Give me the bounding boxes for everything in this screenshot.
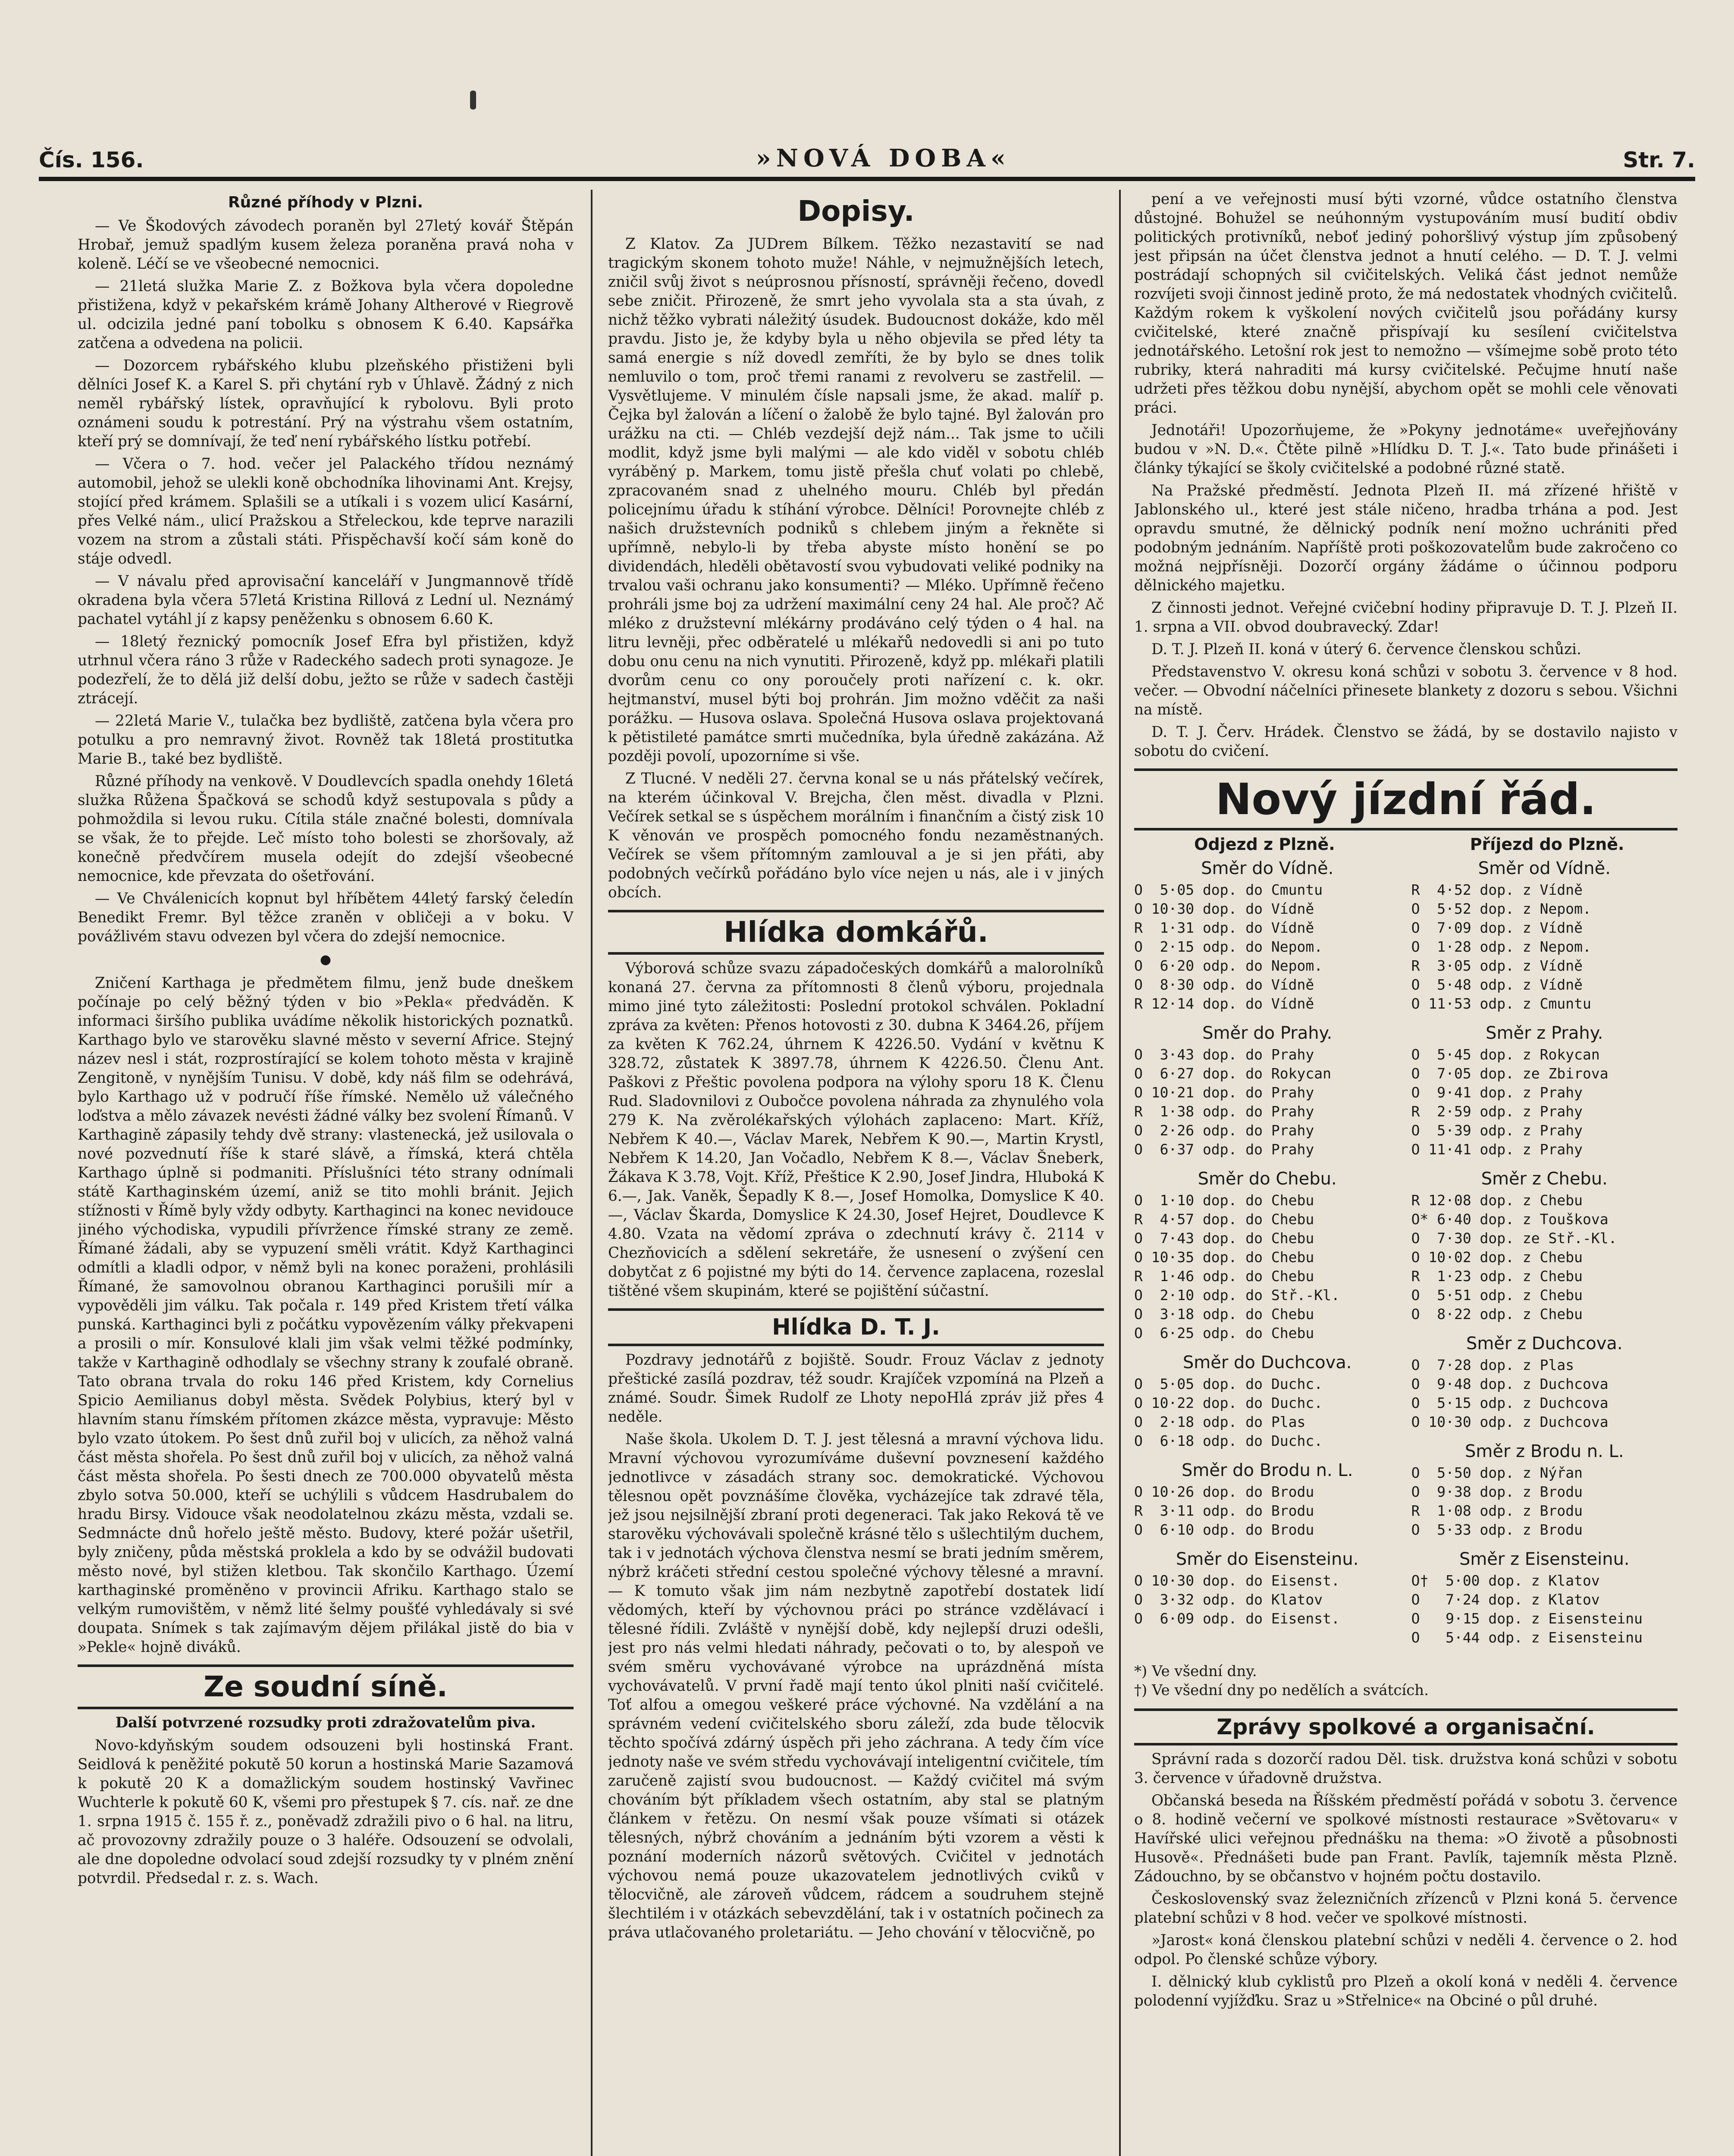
route-title: Směr do Duchcova. xyxy=(1182,1353,1352,1373)
timetable-route xyxy=(1411,1169,1678,1324)
article-paragraph: Novo-kdyňským soudem odsouzeni byli hostinská Frant. Seidlová k peněžité pokutě 50 korun a hostinská Marie Sazamová k pokutě 20 K a domažlickým soudem hostinský Vavřinec Wuchterle k pokutě 60 K, všemi pro přestupek § 7. cís. nař. ze dne 1. srpna 1915 č. 155 ř. z., poněvadž zdražili pivo o 6 hal. na litru, ač provozovny zdražily pouze o 3 haléře. Odsouzení se odvolali, ale dne dopoledne odvolací soud zdejší rozsudky ty v plném znění potvrdil. Předsedal r. z. s. Wach. xyxy=(78,1737,574,1887)
route-title: Směr z Duchcova. xyxy=(1466,1334,1623,1354)
route-trains: O 5·05 dop. do Cmuntu O 10·30 dop. do Vídně R 1·31 odp. do Vídně O 2·15 odp. do Nepom. O 6·20 odp. do Nepom. O 8·30 odp. do Vídně R 12·14 dop. do Vídně xyxy=(1134,881,1323,1012)
route-title: Směr od Vídně. xyxy=(1478,859,1611,878)
section-heading: Ze soudní síně. xyxy=(204,1670,448,1703)
section-bullet: ● xyxy=(320,952,332,967)
route-title: Směr z Chebu. xyxy=(1481,1169,1608,1189)
timetable-route xyxy=(1411,859,1678,1013)
column-1 xyxy=(78,190,574,2156)
route-trains: R 4·52 dop. z Vídně O 5·52 dop. z Nepom. O 7·09 dop. z Vídně O 1·28 odp. z Nepom. R 3·05 odp. z Vídně O 5·48 odp. z Vídně O 11·53 odp. z Cmuntu xyxy=(1411,881,1591,1012)
route-title: Směr z Eisensteinu. xyxy=(1459,1549,1630,1569)
route-trains: O 1·10 dop. do Chebu R 4·57 dop. do Chebu O 7·43 dop. do Chebu O 10·35 dop. do Chebu R 1·46 odp. do Chebu O 2·10 odp. do Stř.-Kl. O 3·18 odp. do Chebu O 6·25 odp. do Chebu xyxy=(1134,1192,1340,1341)
timetable-route xyxy=(1134,1353,1400,1451)
route-title: Směr z Brodu n. L. xyxy=(1465,1442,1624,1461)
route-trains: R 12·08 dop. z Chebu O* 6·40 dop. z Touškova O 7·30 dop. ze Stř.-Kl. O 10·02 dop. z Chebu R 1·23 odp. z Chebu O 5·51 odp. z Chebu O 8·22 odp. z Chebu xyxy=(1411,1192,1617,1322)
article-paragraph: — Dozorcem rybářského klubu plzeňského přistiženi byli dělníci Josef K. a Karel S. při chytání ryb v Úhlavě. Žádný z nich neměl rybářský lístek, opravňující k rybolovu. Byli proto oznámeni soudu k potrestání. Prý na výstrahu všem ostatním, kteří prý se domnívají, že teď není rybářského lístku potřebí. xyxy=(78,357,574,450)
article-paragraph: I. dělnický klub cyklistů pro Plzeň a okolí koná v neděli 4. července polodenní vyjížďku. Sraz u »Střelnice« na Obciné o půl druhé. xyxy=(1134,1973,1678,2009)
route-trains: O 3·43 dop. do Prahy O 6·27 dop. do Rokycan O 10·21 dop. do Prahy R 1·38 odp. do Prahy O 2·26 odp. do Prahy O 6·37 odp. do Prahy xyxy=(1134,1046,1331,1158)
article-paragraph: Pozdravy jednotářů z bojiště. Soudr. Frouz Václav z jednoty přeštické zasílá pozdrav, též soudr. Krajíček vzpomíná na Plzeň a známé. Soudr. Šimek Rudolf ze Lhoty nepoHlá zpráv již přes 4 neděle. xyxy=(608,1351,1104,1426)
timetable-route xyxy=(1134,1461,1400,1539)
section-heading-box xyxy=(1134,1708,1678,1745)
section-heading-box xyxy=(608,1308,1104,1346)
arrivals-heading: Příjezd do Plzně. xyxy=(1470,835,1624,854)
route-trains: O 7·28 dop. z Plas O 9·48 dop. z Duchcova O 5·15 odp. z Duchcova O 10·30 odp. z Duchcova xyxy=(1411,1357,1609,1430)
article-paragraph: — Ve Škodových závodech poraněn byl 27letý kovář Štěpán Hrobař, jemuž spadlým kusem železa poraněna pravá noha v koleně. Léčí se ve všeobecné nemocnici. xyxy=(78,217,574,273)
page-number: Str. 7. xyxy=(1623,147,1695,172)
article-paragraph: D. T. J. Červ. Hrádek. Členstvo se žádá, by se dostavilo najisto v sobotu do cvičení. xyxy=(1134,724,1678,760)
article-paragraph: Na Pražské předměstí. Jednota Plzeň II. má zřízené hřiště v Jablonského ul., které jest stále ničeno, hradba trhána a pod. Jest opravdu smutné, že dělnický podník není možno uchrániti před podobným jednáním. Napříště proti poškozovatelům bude zakročeno co možná nejpřísněji. Dozorčí orgány žádáme o účinnou podporu dělnického majetku. xyxy=(1134,482,1678,594)
article-paragraph: Představenstvo V. okresu koná schůzi v sobotu 3. července v 8 hod. večer. — Obvodní náčelníci přinesete blankety z dozoru s sebou. Všichni na místě. xyxy=(1134,663,1678,718)
article-paragraph: — V návalu před aprovisační kanceláří v Jungmannově třídě okradena byla včera 57letá Kristina Rillová z Lední ul. Neznámý pachatel vytáhl jí z kapsy peněženku s obnosem 6.60 K. xyxy=(78,573,574,628)
article-paragraph: — Včera o 7. hod. večer jel Palackého třídou neznámý automobil, jehož se ulekli koně obchodníka lihovinami Ant. Krejsy, stojící před krámem. Splašili se a utíkali i s vozem ulicí Kasární, přes Velké nám., ulicí Pražskou a Střeleckou, kde teprve narazili vozem na strom a zůstali státi. Přispěchavší kočí sám koně do stáje odvedl. xyxy=(78,455,574,567)
section-heading: Hlídka domkářů. xyxy=(724,915,988,949)
column-3 xyxy=(1134,190,1678,2156)
route-trains: O 10·26 dop. do Brodu R 3·11 odp. do Brodu O 6·10 odp. do Brodu xyxy=(1134,1483,1314,1538)
timetable-route xyxy=(1134,1169,1400,1343)
article-paragraph: — 22letá Marie V., tulačka bez bydliště, zatčena byla včera pro potulku a pro nemravný život. Rovněž tak 18letá prostitutka Marie B., také bez bydliště. xyxy=(78,712,574,768)
article-paragraph: Naše škola. Ukolem D. T. J. jest tělesná a mravní výchova lidu. Mravní výchovou vyrozumíváme duševní povznesení každého jednotlivce v zásadách strany soc. demokratické. Výchovou tělesnou opět povznášíme člověka, vycházejíce tak zdravé těla, jež jsou nejsilnější zbraní proti degeneraci. Tak jako Reková tě ve starověku výchovávali společně krásné tělo s ušlechtilým duchem, tak i v jednotách výchova členstva nesmí se brati jedním směrem, nýbrž kráčeti střední cestou společné výchovy tělesné a mravní. — K tomuto však jim nám nezbytně zapotřebí dostatek lidí vědomých, kteří by výchovnou práci po stránce vzdělávací i tělesné řídili. Zvláště v nynější době, kdy nejlepší druzi odešli, jest pro nás velmi hledati náhrady, pečovati o to, by alespoň ve svém směru vychovávané výrobce na uprázdněná místa vychovávatelů. V první řadě mají tento úkol plniti naší cvičitelé. Toť alfou a omegou veškeré práce výchovné. Na vzdělání a na správném vedení cvičitelského sboru záleží, zda bude tělocvik těchto spočívá zdárný úspěch při jeho záchrana. A tedy čím více jednoty naše ve svém středu vychovávají inteligentní cvičitele, tím zaručeně zajistí svou budoucnost. — Každý cvičitel má svým chováním být příkladem všech ostatním, aby stal se platným článkem v řetězu. On nesmí však pouze všímati si otázek tělesných, nýbrž chováním a jednáním býti vzorem a věsti k poznání moderních názorů světových. Cvičitel v jednotách výchovou nemá pouze ukazovatelem jednotlivých cviků v tělocvičně, ale zároveň vůdcem, rádcem a soudruhem stejně šlechtilém i v otázkách sebevzdělání, tak i v ostatních počinech za práva utlačovaného proletariátu. — Jeho chování v tělocvičně, po xyxy=(608,1431,1104,1941)
route-title: Směr do Eisensteinu. xyxy=(1176,1549,1359,1569)
timetable-route xyxy=(1411,1550,1678,1647)
route-trains: O 10·30 dop. do Eisenst. O 3·32 odp. do Klatov O 6·09 odp. do Eisenst. xyxy=(1134,1572,1340,1627)
article-paragraph: Občanská beseda na Říšském předměstí pořádá v sobotu 3. července o 8. hodině večerní ve spolkové místnosti restaurace »Světovaru« v Havířské ulici veřejnou přednášku na thema: »O životě a působnosti Husově«. Přednášeti bude pan Frant. Pavlík, tajemník města Plzně. Zádouchno, by se občanstvo v hojném počtu dostavilo. xyxy=(1134,1792,1678,1885)
timetable-title: Nový jízdní řád. xyxy=(1215,774,1596,824)
article-paragraph: — 18letý řeznický pomocník Josef Efra byl přistižen, když utrhnul včera ráno 3 růže v Radeckého sadech proti synagoze. Je podezřelí, že to dělá již delší dobu, ježto se růže v sadech častěji ztrácejí. xyxy=(78,633,574,707)
article-paragraph: Zničení Karthaga je předmětem filmu, jenž bude dneškem počínaje po celý běžný týden v bio »Pekla« předváděn. K informaci širšího publika uvádíme několik historických poznatků. Karthago bylo ve starověku slavné město v severní Africe. Stejný název nesl i stát, rozprostírající se kolem tohoto města v krajině Zengitoně, v nynějším Tunisu. V době, kdy náš film se odehrává, bylo Karthago už v područí říše římské. Nemělo už válečného loďstva a mělo závazek nevésti žádné války bez svolení Římanů. V Karthagině zápasily tehdy dvě strany: vlastenecká, jež usilovala o nové pozvednutí říše k staré slávě, a římská, která chtěla Karthago úplně si podmaniti. Příslušníci této strany odnímali státě Karthaginském území, aniž se tito mohli bránit. Jejich stížnosti v Římě byly vždy odbyty. Karthaginci na konec nevidouce jiného východiska, vypudili přívržence římské strany ze země. Římané žádali, aby se vypuzení směli vrátit. Když Karthaginci odmítli a kladli odpor, v němž byli na konec poraženi, prohlásili Římané, že samovolnou obranou Karthaginci porušili mír a vypověděli jim válku. Tak počala r. 149 před Kristem třetí válka punská. Karthaginci byli z počátku vypovězením války překvapeni a prosili o mír. Konsulové klali jim však velmi těžké podmínky, takže v Karthagině odhodlaly se všechny strany k zoufalé obraně. Tato obrana trvala do roku 146 před Kristem, kdy Cornelius Spicio Aemilianus dobyl města. Svědek Polybius, který byl v hlavním stanu římském přítomen zkázce města, vypravuje: Město bylo vzato útokem. Po šest dnů zuřil boj v ulicích, za něhož valná část města shořela. Po šest dnů zuřil boj v ulicích, za něhož valná část města shořela. Po šesti dnech ze 700.000 obyvatelů města zbylo sotva 50.000, kteří se uchýlili s vůdcem Hasdrubalem do hradu Birsy. Vidouce však neodolatelnou zkázu města, vzdali se. Sedmnácte dnů hořelo ještě město. Budovy, které požár ušetřil, byly zničeny, půda městská proklela a kdo by se odvážil budovati město nové, byl stižen kletbou. Tak skončilo Karthago. Území karthaginské proměněno v provincii Afriku. Karthago stalo se velkým rumovištěm, v němž lité šelmy poušťé vyhledávaly si své doupata. Snímek s tak zajímavým dějem přilákal jistě do bia v »Pekle« hojně diváků. xyxy=(78,975,574,1656)
route-trains: O 5·50 dop. z Nýřan O 9·38 dop. z Brodu R 1·08 odp. z Brodu O 5·33 odp. z Brodu xyxy=(1411,1464,1583,1538)
article-paragraph: pení a ve veřejnosti musí býti vzorné, vůdce ostatního členstva důstojné. Bohužel se neúhonným vystupováním musí budití obdiv politických protivníků, neboť jediný pohoršlivý výstup jím způsobený jest připsán na účet členstva jednot a hnutí celého. — D. T. J. velmi postrádají schopných sil cvičitelských. Veliká část jednot nemůže rozvíjeti svoji činnost jedině proto, že má nedostatek vhodných cvičitelů. Každým rokem k vyškolení nových cvičitelů jsou pořádány kursy cvičitelské, které značně přispívají ku sesílení cvičitelstva jednotářského. Letošní rok jest to nemožno — všímejme sobě proto této rubriky, která nahraditi má kursy cvičitelské. Pečujme hnutí naše udržeti přes těžkou dobu nynější, abychom opět se mohli cele věnovati práci. xyxy=(1134,191,1678,417)
section-heading: Různé příhody v Plzni. xyxy=(228,194,423,211)
punch-mark xyxy=(470,91,476,110)
timetable-note: *) Ve všední dny. xyxy=(1134,1663,1257,1680)
article-paragraph: Z Tlucné. V neděli 27. června konal se u nás přátelský večírek, na kterém účinkoval V. Brejcha, člen měst. divadla v Plzni. Večírek setkal se s úspěchem morálním i finančním a čistý zisk 10 K věnován ve prospěch pomocného fondu nezaměstnaných. Večírek se všem přítomným zamlouval a je si jen přáti, aby podobných večírků pořádáno bylo více nejen u nás, ale i v jiných obcích. xyxy=(608,770,1104,901)
section-heading: Hlídka D. T. J. xyxy=(772,1314,940,1340)
route-title: Směr do Brodu n. L. xyxy=(1181,1460,1353,1480)
timetable-route xyxy=(1134,1550,1400,1628)
issue-number: Čís. 156. xyxy=(39,147,144,172)
timetable-route xyxy=(1411,1334,1678,1432)
section-heading-box xyxy=(78,1664,574,1709)
article-paragraph: — 21letá služka Marie Z. z Božkova byla včera dopoledne přistižena, když v pekařském krámě Johany Altherové v Riegrově ul. odcizila jedné paní tobolku s obnosem K 6.40. Kapsářka zatčena a odvedena na policii. xyxy=(78,278,574,352)
timetable-route xyxy=(1411,1024,1678,1159)
article-paragraph: Československý svaz železničních zřízenců v Plzni koná 5. července platební schůzi v 8 hod. večer ve spolkové místnosti. xyxy=(1134,1890,1678,1927)
timetable xyxy=(1134,859,1678,1658)
article-paragraph: Jednotáři! Upozorňujeme, že »Pokyny jednotáme« uveřejňovány budou v »N. D.«. Čtěte pilně »Hlídku D. T. J.«. Tato bude přinášeti i články týkající se školy cvičitelské a podobné různé statě. xyxy=(1134,422,1678,477)
section-heading-box xyxy=(608,910,1104,955)
timetable-notes xyxy=(1134,1662,1678,1700)
column-rule xyxy=(591,190,593,2156)
route-title: Směr do Chebu. xyxy=(1198,1169,1337,1189)
route-title: Směr do Vídně. xyxy=(1201,859,1334,878)
route-trains: O 5·45 dop. z Rokycan O 7·05 dop. ze Zbirova O 9·41 dop. z Prahy R 2·59 odp. z Prahy O 5·39 odp. z Prahy O 11·41 odp. z Prahy xyxy=(1411,1046,1609,1158)
article-paragraph: D. T. J. Plzeň II. koná v úterý 6. července členskou schůzi. xyxy=(1151,641,1581,658)
route-trains: O 5·05 dop. do Duchc. O 10·22 dop. do Duchc. O 2·18 odp. do Plas O 6·18 odp. do Duchc. xyxy=(1134,1376,1323,1449)
route-trains: O† 5·00 dop. z Klatov O 7·24 dop. z Klatov O 9·15 dop. z Eisensteinu O 5·44 odp. z Eisensteinu xyxy=(1411,1572,1643,1646)
timetable-title-box xyxy=(1134,768,1678,830)
subheading: Další potvrzené rozsudky proti zdražovatelům piva. xyxy=(115,1714,536,1731)
article-paragraph: Různé příhody na venkově. V Doudlevcích spadla onehdy 16letá služka Růžena Špačková se schodů když sestupovala s půdy a pohmoždila si levou ruku. Cítila stále značné bolesti, domnívala se však, že to přejde. Leč místo toho bolesti se zhoršovaly, až konečně předvčírem musela odejít do zdejší všeobecné nemocnice, kde převzata do ošetřování. xyxy=(78,773,574,885)
timetable-route xyxy=(1134,859,1400,1013)
route-title: Směr do Prahy. xyxy=(1202,1023,1333,1043)
timetable-header xyxy=(1134,835,1678,854)
column-rule xyxy=(1119,190,1121,2156)
column-2 xyxy=(608,190,1104,2156)
article-paragraph: Výborová schůze svazu západočeských domkářů a malorolníků konaná 27. června za přítomnosti 8 členů výboru, projednala mimo jiné tyto záležitosti: Poslední protokol schválen. Pokladní zpráva za květen: Přenos hotovosti z 30. dubna K 3464.26, příjem za květen K 762.24, úhrnem K 4226.50. Vydání v květnu K 328.72, zůstatek K 3897.78, úhrnem K 4226.50. Členu Ant. Paškovi z Přeštic povolena podpora na výlohy sporu 18 K. Členu Rud. Sladovnilovi z Oubočce povolena náhrada za zhynulého vola 279 K. Na zvěrolékařských výlohách zaplaceno: Mart. Kříž, Nebřem K 40.—, Václav Marek, Nebřem K 90.—, Martin Krystl, Nebřem K 14.20, Jan Vočadlo, Nebřem K 8.—, Václav Šneberk, Žákava K 3.78, Vojt. Kříž, Přeštice K 2.90, Josef Jindra, Hluboká K 6.—, Jak. Vaněk, Šepadly K 8.—, Josef Homolka, Domyslice K 40.—, Václav Škarda, Domyslice K 24.30, Josef Hejret, Doudlevce K 4.80. Vzata na vědomí zpráva o zdechnutí krávy č. 2114 v Chezňovicích a sdělení sekretáře, že usnesení o zvýšení cen dobytčat z 6 pojistné my býti do 14. července zaplacena, rozeslal tištěné všem skupinám, které se pojištění súčastní. xyxy=(608,960,1104,1300)
masthead xyxy=(39,138,1695,181)
route-title: Směr z Prahy. xyxy=(1486,1023,1603,1043)
section-heading: Zprávy spolkové a organisační. xyxy=(1217,1714,1595,1739)
article-paragraph: Správní rada s dozorčí radou Děl. tisk. družstva koná schůzi v sobotu 3. července v úřadovně družstva. xyxy=(1134,1751,1678,1787)
section-heading: Dopisy. xyxy=(797,194,915,228)
article-paragraph: »Jarost« koná členskou platební schůzi v neděli 4. července o 2. hod odpol. Po členské schůze výbory. xyxy=(1134,1932,1678,1968)
newspaper-title: »NOVÁ DOBA« xyxy=(756,144,1011,172)
timetable-route xyxy=(1134,1024,1400,1159)
departures-column xyxy=(1134,859,1400,1658)
article-paragraph: Z Klatov. Za JUDrem Bílkem. Těžko nezastavití se nad tragickým skonem tohoto muže! Náhle, v nejmužnějších letech, zničil svůj život s neúprosnou přísností, správněji řečeno, dovedl sebe zničit. Přirozeně, že smrt jeho vyvolala sta a sta úvah, z nichž těžko vybrati náležitý úsudek. Budoucnost dokáže, kdo měl pravdu. Jisto je, že kdyby byla u něho objevila se před léty ta samá energie s níž dovedl zemříti, že by bylo se dnes tolik nemluvilo o tom, proč třemi ranami z revolveru se zastřelil. — Vysvětlujeme. V minulém čísle napsali jsme, že akad. malíř p. Čejka byl žalován a líčení o žalobě že bylo tajné. Byl žalován pro urážku na cti. — Chléb vezdejší dejž nám... Tak jsme to učili modlit, když jsme byli malými — ale kdo viděl v sobotu chléb vyráběný p. Markem, tomu jistě přešla chuť volati po chlebě, zpracovaném snad z uhelného mouru. Chléb byl předán policejnímu úřadu k stíhání výrobce. Dělníci! Porovnejte chléb z našich družstevních podniků s chlebem jiným a řekněte si upřímně, nebylo-li by třeba abyste místo honění se po dividendách, hleděli obětavostí svou vybudovati veliké podniky na trvalou vaši ochranu jako konsumenti? — Mléko. Upřímně řečeno prohráli jsme boj za udržení maximální ceny 24 hal. Ale proč? Ač mléko z družstevní mlékárny prodáváno celý týden o 4 hal. na litru levněji, přec odběratelé u mlékařů nedovedli si ani po tuto dobu onu cenu na nich vynutiti. Přirozeně, když pp. mlékaři platili dvorům cenu co ony poroučely proti nařízení c. k. okr. hejtmanství, musel býti boj prohrán. Jim možno vděčit za naši porážku. — Husova oslava. Společná Husova oslava projektovaná k pětistileté památce smrti mučedníka, byla úředně zakázána. Až později povolí, upozorníme si vše. xyxy=(608,235,1104,765)
timetable-note: †) Ve všední dny po nedělích a svátcích. xyxy=(1134,1682,1429,1699)
article-paragraph: Z činnosti jednot. Veřejné cvičební hodiny připravuje D. T. J. Plzeň II. 1. srpna a VII. obvod doubravecký. Zdar! xyxy=(1134,599,1678,636)
timetable-route xyxy=(1411,1442,1678,1539)
article-paragraph: — Ve Chválenicích kopnut byl hříbětem 44letý farský čeledín Benedikt Fremr. Byl těžce zraněn v obličeji a v boku. V povážlivém stavu odvezen byl včera do zdejší nemocnice. xyxy=(78,890,574,945)
departures-heading: Odjezd z Plzně. xyxy=(1194,835,1335,854)
arrivals-column xyxy=(1411,859,1678,1658)
